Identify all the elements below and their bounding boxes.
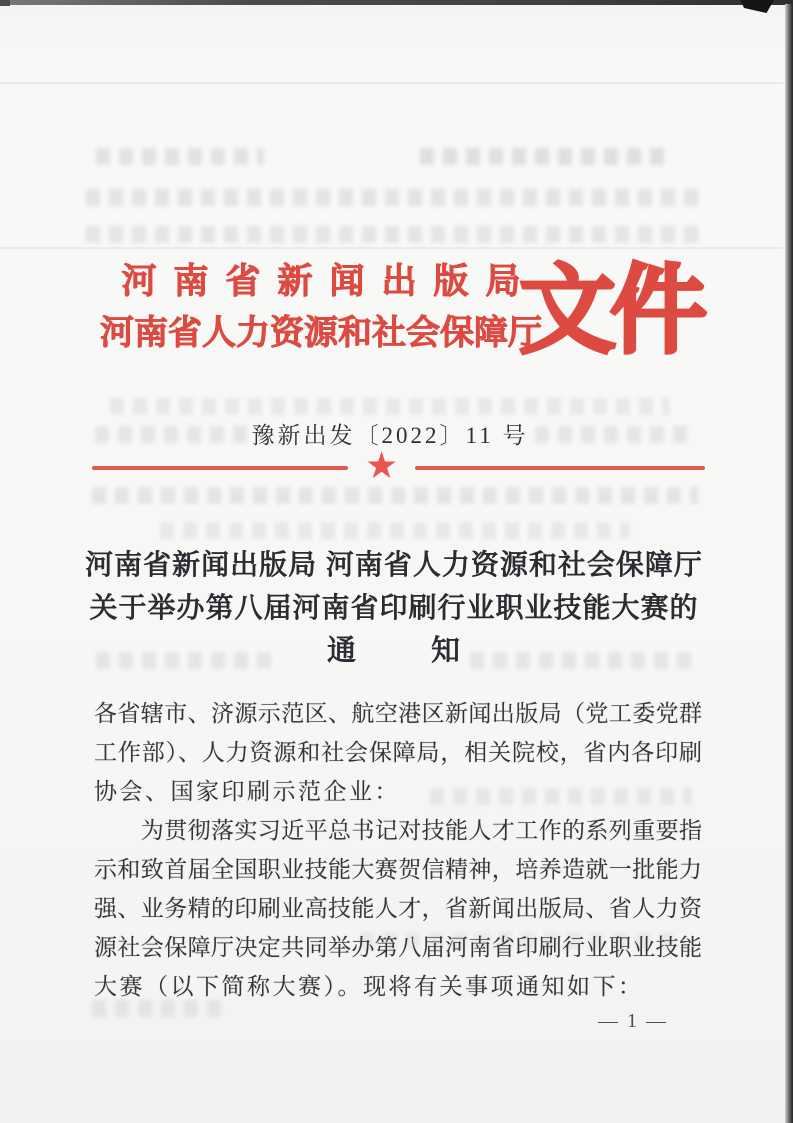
bleed-through-smudge	[160, 522, 630, 539]
title-char-tong: 通	[326, 635, 357, 667]
title-line-2: 关于举办第八届河南省印刷行业职业技能大赛的	[89, 592, 699, 623]
scan-right-edge	[785, 4, 793, 1123]
bleed-through-smudge	[420, 148, 672, 165]
document-title	[64, 543, 724, 674]
bleed-through-smudge	[86, 189, 700, 206]
issuing-agency-2: 河南省人力资源和社会保障厅	[100, 315, 542, 352]
scan-corner-mark	[740, 0, 774, 13]
body-line: 各省辖市、济源示范区、航空港区新闻出版局（党工委党群	[94, 701, 702, 726]
rule-left-segment	[92, 466, 348, 470]
red-divider-rule	[92, 446, 705, 487]
body-line: 源社会保障厅决定共同举办第八届河南省印刷行业职业技能	[94, 935, 702, 960]
body-line: 大赛（以下简称大赛）。现将有关事项通知如下：	[94, 974, 644, 999]
rule-right-segment	[415, 466, 705, 470]
body-line: 协会、国家印刷示范企业：	[94, 779, 400, 804]
scan-corner-mark-left	[0, 0, 10, 6]
scan-band	[0, 247, 783, 249]
body-line: 工作部）、人力资源和社会保障局，相关院校，省内各印刷	[94, 740, 702, 765]
star-icon: ★	[365, 446, 399, 487]
title-line-1: 河南省新闻出版局 河南省人力资源和社会保障厅	[85, 549, 703, 580]
letterhead	[95, 261, 547, 354]
issuing-agency-1: 河南省新闻出版局	[121, 262, 538, 301]
document-type-label: 文件	[519, 256, 701, 365]
page-number: — 1 —	[598, 1010, 668, 1032]
scan-top-edge	[0, 0, 793, 5]
title-char-zhi: 知	[431, 635, 462, 667]
bleed-through-smudge	[92, 487, 698, 504]
document-number: 豫新出发〔2022〕11 号	[251, 423, 529, 448]
scan-band	[0, 82, 783, 84]
bleed-through-smudge	[96, 148, 264, 165]
body-line: 示和致首届全国职业技能大赛贺信精神，培养造就一批能力	[94, 857, 702, 882]
bleed-through-smudge	[110, 398, 670, 415]
title-line-3	[64, 629, 724, 674]
body-line: 为贯彻落实习近平总书记对技能人才工作的系列重要指	[94, 818, 702, 843]
bleed-through-smudge	[86, 226, 700, 243]
document-body	[94, 694, 702, 1006]
body-line: 强、业务精的印刷业高技能人才，省新闻出版局、省人力资	[94, 896, 702, 921]
